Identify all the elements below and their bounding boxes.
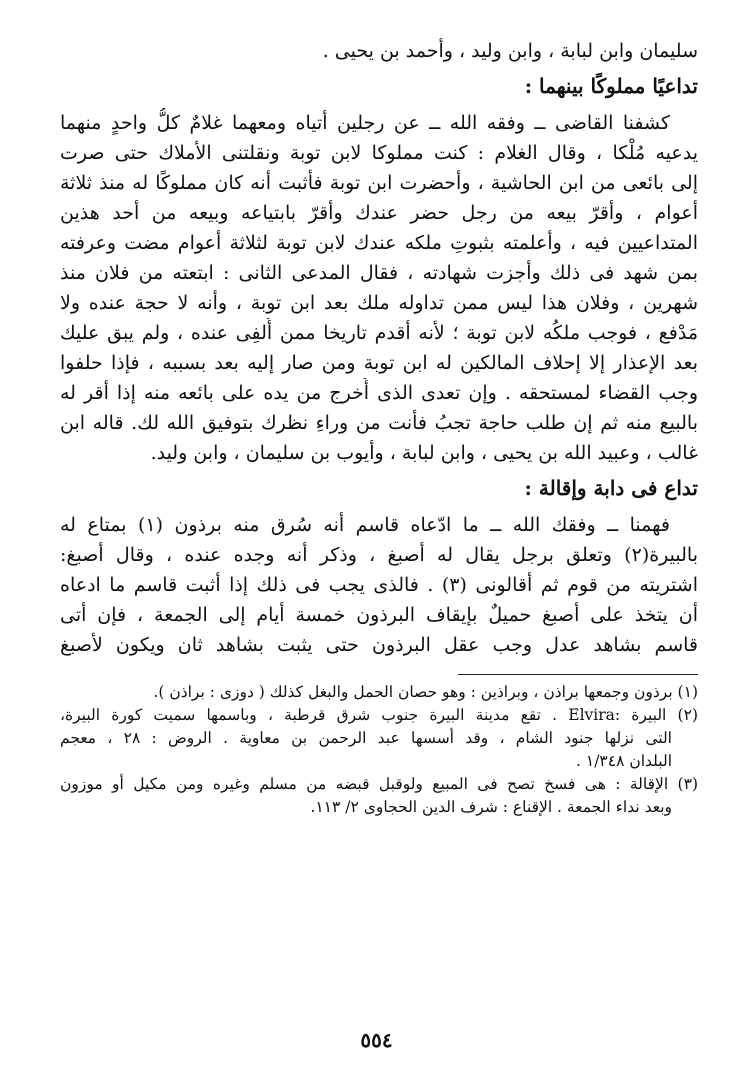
text-line: وجب القضاء لمستحقه . وإن تعدى الذى أُخرج من يده على بائعه منه إذا أقر له (60, 382, 698, 404)
page-number: ٥٥٤ (360, 1028, 393, 1052)
text-line: بالبيع منه ثم إن طلب حاجة تجبُ فأنت من وراءِ نظرك بتوفيق الله لك. قاله ابن (60, 412, 698, 434)
text-line: سليمان وابن لبابة ، وابن وليد ، وأحمد بن يحيى . (322, 40, 698, 62)
text-line: المتداعيين فيه ، وأعلمته بثبوتِ ملكه عندك لابن توبة لثلاثة أعوام مضت وعرفته (60, 232, 698, 254)
text-line: بعد الإعذار إلا إحلاف المالكين له ابن توبة ومن صار إليه بعد بسببه ، فإذا حلفوا (60, 352, 698, 374)
section-heading-mamluk-dispute: تداعيًا مملوكًا بينهما : (524, 74, 698, 98)
text-line: بالبيرة(٢) وتعلق برجل يقال له أصبغ ، وذكر أنه وجده عنده ، وقال أصبغ: (60, 544, 698, 566)
page-body (60, 36, 698, 819)
footnote-2-continued: التى نزلها جنود الشام ، وقد أسسها عبد الرحمن بن معاوية . الروض : ٢٨ ، معجم (60, 729, 672, 747)
text-line: فهمنا ــ وفقك الله ــ ما ادّعاه قاسم أنه سُرق منه برذون (١) بمتاع له (60, 514, 670, 536)
footnote-2-continued: البلدان ١/٣٤٨ . (576, 752, 672, 770)
text-line: اشتريته من قوم ثم أقالونى (٣) . فالذى يجب فى ذلك إذا أثبت قاسم ما ادعاه (60, 574, 698, 596)
footnote-3-continued: وبعد نداء الجمعة . الإقناع : شرف الدين الحجاوى ٢/ ١١٣. (310, 798, 672, 816)
footnote-divider (458, 674, 698, 675)
text-line: أن يتخذ على أصبغ حميلٌ بإيقاف البرذون خمسة أيام إلى الجمعة ، فإن أتى (60, 604, 698, 626)
text-line: قاسم بشاهد عدل وجب عقل البرذون حتى يثبت بشاهد ثان ويكون لأصبغ (60, 634, 698, 656)
text-line: مَدْفع ، فوجب ملكُه لابن توبة ؛ لأنه أقدم تاريخا ممن أُلفِى عنده ، ولم يبق عليك (60, 322, 698, 344)
footnote-1: (١) برذون وجمعها براذن ، وبراذين : وهو حصان الحمل والبغل كذلك ( دوزى : براذن ). (153, 683, 698, 701)
text-line: غالب ، وعبيد الله بن يحيى ، وابن لبابة ، وأيوب بن سليمان ، وابن وليد. (150, 442, 698, 464)
text-line: كشفنا القاضى ــ وفقه الله ــ عن رجلين أتياه ومعهما غلامٌ كلُّ واحدٍ منهما (60, 112, 670, 134)
text-line: أعوام ، وأقرّ بيعه من رجل حضر عندك وأقرّ بابتياعه وبيعه من أحد هذين (60, 202, 698, 224)
paragraph-animal-dispute (60, 510, 698, 660)
footnotes (60, 681, 698, 819)
intro-paragraph (60, 36, 698, 66)
footnote-3: (٣) الإقالة : هى فسخ تصح فى المبيع ولوقبل قبضه من مسلم وغيره ومن مكيل أو موزون (60, 775, 698, 793)
text-line: إلى بائعى من ابن الحاشية ، وأحضرت ابن توبة فأثبت أنه كان مملوكًا له منذ ثلاثة (60, 172, 698, 194)
text-line: شهرين ، وفلان هذا ليس ممن تداوله ملك بعد ابن توبة ، وأنه لا حجة عنده ولا (60, 292, 698, 314)
section-heading-animal-dispute: تداع فى دابة وإقالة : (524, 476, 698, 500)
footnote-2: (٢) البيرة :Elvira . تقع مدينة البيرة جنوب شرق قرطبة ، وباسمها سميت كورة البيرة، (60, 706, 698, 724)
text-line: يدعيه مُلْكا ، وقال الغلام : كنت مملوكا لابن توبة ونقلتنى الأملاك حتى صرت (60, 142, 698, 164)
paragraph-mamluk-dispute (60, 108, 698, 468)
text-line: بمن شهد فى ذلك وأجزت شهادته ، فقال المدعى الثانى : ابتعته من فلان منذ (60, 262, 698, 284)
